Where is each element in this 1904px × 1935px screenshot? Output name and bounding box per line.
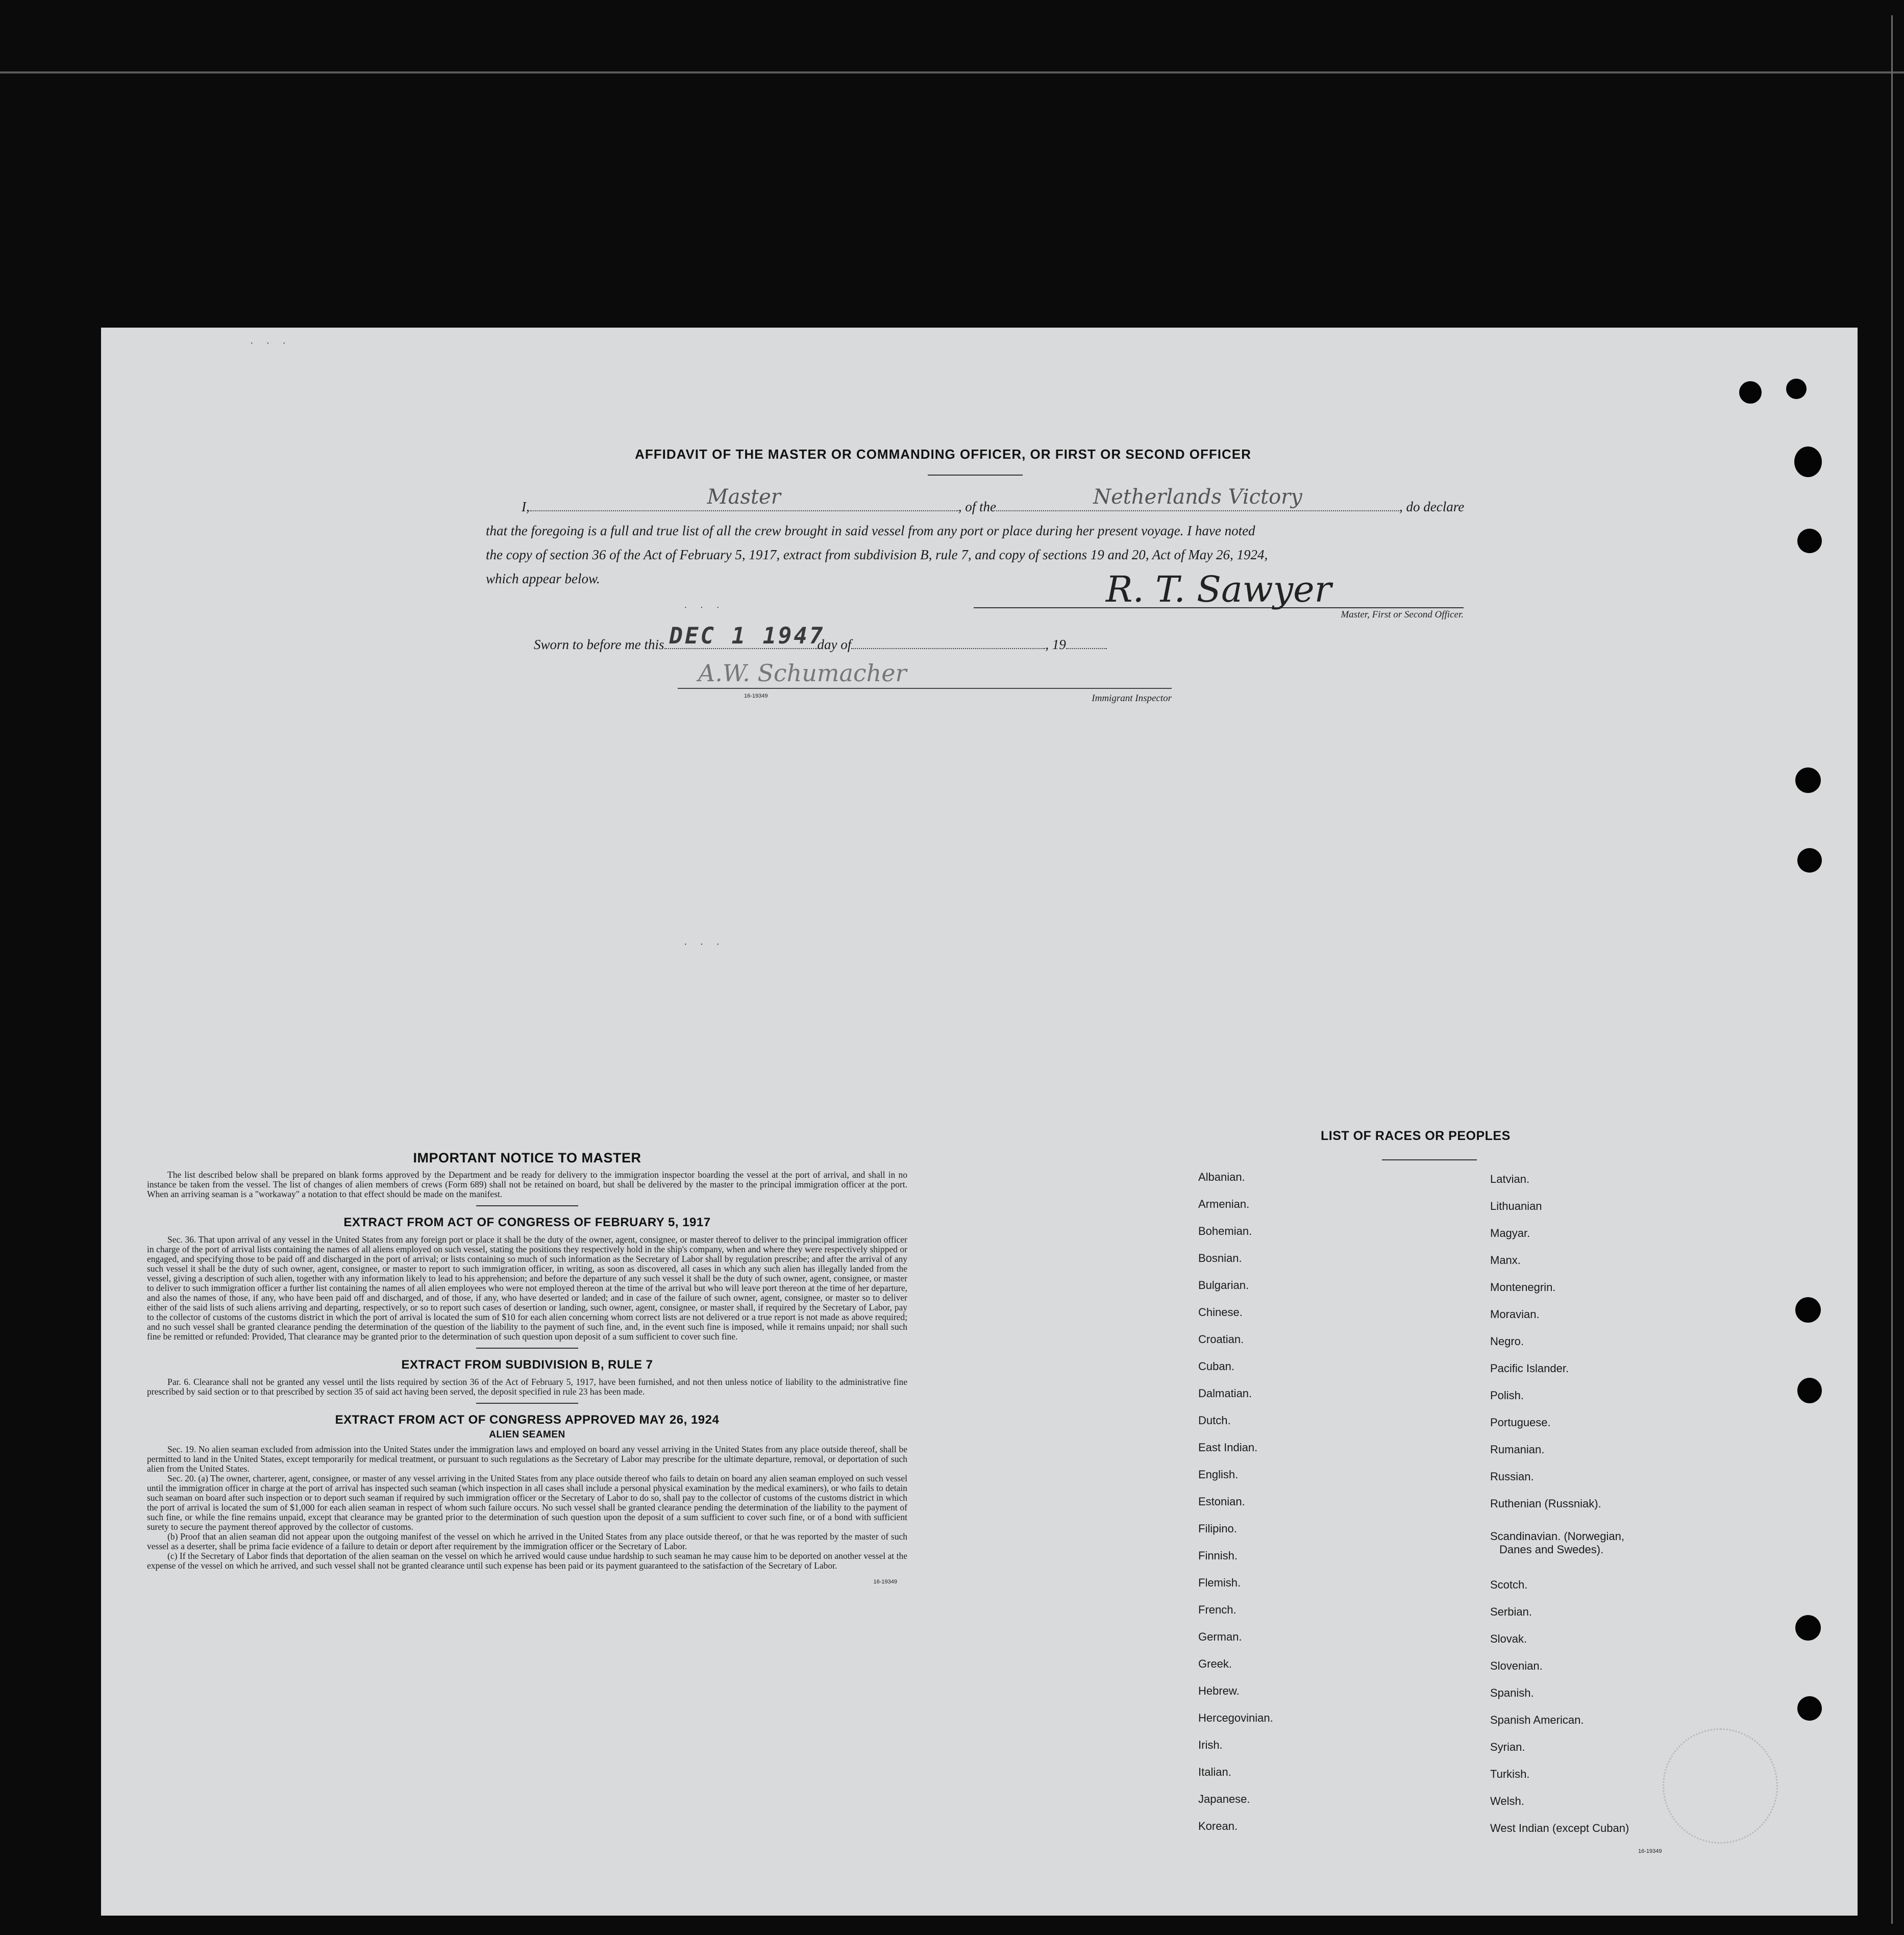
race-right-item: Spanish American. [1490,1714,1584,1726]
rank-field [530,485,958,511]
race-left-item: Korean. [1198,1820,1238,1832]
signature-caption: Master, First or Second Officer. [1341,609,1464,620]
affidavit-line-1 [522,485,1486,519]
race-left-item: Japanese. [1198,1793,1250,1805]
legal-column [147,1150,907,1585]
race-right-item: Scotch. [1490,1578,1528,1591]
race-left-item: Irish. [1198,1739,1223,1751]
races-title: LIST OF RACES OR PEOPLES [1321,1129,1511,1143]
day-field [664,623,825,649]
affidavit-line-2: that the foregoing is a full and true list of all the crew brought in said vessel from any port or place during her present voyage. I have noted [486,523,1255,538]
race-left-item: Dalmatian. [1198,1387,1252,1400]
race-right-item: Scandinavian. (Norwegian, [1490,1530,1624,1543]
race-right-item: Manx. [1490,1254,1521,1267]
document-page [101,328,1858,1916]
form-number: 16-19349 [1638,1848,1662,1854]
affidavit-title: AFFIDAVIT OF THE MASTER OR COMMANDING OFFICER, OR FIRST OR SECOND OFFICER [635,446,1251,462]
section-rule [476,1348,578,1349]
handwritten-signature: R. T. Sawyer [1105,568,1332,610]
binder-hole [1797,848,1822,873]
inspector-block [678,659,1172,704]
affidavit-of-the: , of the [958,499,996,514]
handwritten-inspector: A.W. Schumacher [698,659,907,687]
extract-1924-title: EXTRACT FROM ACT OF CONGRESS APPROVED MAY 26, 1924 [335,1413,720,1427]
handwritten-vessel: Netherlands Victory [1093,485,1302,509]
binder-hole [1786,379,1807,399]
race-right-item: Portuguese. [1490,1416,1551,1429]
race-left-item: Bosnian. [1198,1252,1242,1264]
scan-speck: · · · [684,939,725,950]
day-of-text: day of [817,637,852,652]
scan-speck: · · · [684,602,725,613]
race-right-item: Ruthenian (Russniak). [1490,1497,1601,1510]
extract-1924-subtitle: ALIEN SEAMEN [489,1429,565,1440]
par6-paragraph: Par. 6. Clearance shall not be granted any vessel until the lists required by section 36 of the Act of February 5, 1917, have been furnished, and not then unless notice of liability to the administrative fine prescribed by said section or to that prescribed by section 35 of said act having been served, the deposit specified in rule 23 has been made. [147,1377,907,1397]
race-left-item: French. [1198,1603,1237,1616]
date-stamp: DEC 1 1947 [669,623,825,649]
year-field [1066,628,1107,649]
binder-hole [1795,767,1821,793]
sworn-text: Sworn to before me this [534,637,664,652]
form-number: 16-19349 [744,693,768,699]
race-right-item: West Indian (except Cuban) [1490,1822,1629,1834]
sworn-line [534,623,1299,657]
race-left-item: Hebrew. [1198,1684,1240,1697]
race-left-item: Hercegovinian. [1198,1711,1273,1724]
scan-border-top [0,71,1904,73]
race-left-item: German. [1198,1630,1242,1643]
race-right-item: Syrian. [1490,1741,1525,1753]
races-title-rule [1382,1159,1477,1160]
race-left-item: Filipino. [1198,1522,1237,1535]
race-left-item: Dutch. [1198,1414,1231,1427]
binder-hole [1795,1297,1821,1323]
race-right-item: Moravian. [1490,1308,1540,1321]
race-left-item: Flemish. [1198,1576,1241,1589]
extract-1917-text [147,1235,907,1342]
race-left-item: Cuban. [1198,1360,1234,1373]
handwritten-rank: Master [707,485,781,509]
race-right-item: Polish. [1490,1389,1524,1402]
race-right-item: Spanish. [1490,1686,1534,1699]
binder-hole [1794,446,1822,477]
race-left-item: Armenian. [1198,1198,1250,1210]
race-left-item: Bulgarian. [1198,1279,1249,1292]
race-right-item: Rumanian. [1490,1443,1545,1456]
vessel-field [996,485,1399,511]
race-left-item: Estonian. [1198,1495,1245,1508]
signature-block [974,566,1464,621]
section-rule [476,1403,578,1404]
binder-hole [1739,381,1762,404]
race-right-item: Slovak. [1490,1632,1527,1645]
inspector-field [678,659,1172,689]
race-right-item: Pacific Islander. [1490,1362,1569,1375]
notice-paragraph: The list described below shall be prepared on blank forms approved by the Department and be ready for delivery to the immigration inspector boarding the vessel at the port of arrival, and shall in no instance be taken from the vessel. The list of changes of alien members of crews (Form 689) shall not be retained on board, but shall be delivered by the master to the principal immigration officer at the port. When an arriving seaman is a "workaway" a notation to that effect should be made on the manifest. [147,1170,907,1199]
race-right-item: Welsh. [1490,1795,1524,1807]
race-right-item: Montenegrin. [1490,1281,1556,1294]
race-left-item: Chinese. [1198,1306,1243,1319]
affidavit-do-declare: , do declare [1399,499,1465,514]
inspector-caption-row [678,693,1172,704]
affidavit-i: I, [522,499,530,514]
race-right-item: Russian. [1490,1470,1534,1483]
extract-1917-title: EXTRACT FROM ACT OF CONGRESS OF FEBRUARY 5, 1917 [343,1215,711,1229]
binder-hole [1797,529,1822,553]
sec19-paragraph: Sec. 19. No alien seaman excluded from admission into the United States under the immigration laws and employed on board any vessel arriving in the United States from any place outside thereof, shall be permitted to land in the United States, except temporarily for medical treatment, or pursuant to such regulations as the Secretary of Labor may prescribe for the ultimate departure, removal, or deportation of such alien from the United States. [147,1444,907,1474]
binder-hole [1797,1696,1822,1721]
race-right-item: Latvian. [1490,1173,1530,1185]
scan-speck: · · · [250,338,291,349]
race-left-item: East Indian. [1198,1441,1258,1454]
inspector-caption: Immigrant Inspector [1092,693,1172,704]
signature-field [974,566,1464,608]
seal-impression [1663,1728,1778,1844]
binder-hole [1795,1615,1821,1641]
affidavit-line-4: which appear below. [486,571,600,586]
race-right-item: Lithuanian [1490,1200,1542,1212]
title-rule [928,475,1023,476]
sec20c-paragraph: (c) If the Secretary of Labor finds that deportation of the alien seaman on the vessel on which he arrived would cause undue hardship to such seaman he may cause him to be deported on another vessel at the expense of the vessel on which he arrived, and such vessel shall not be granted clearance until such expense has been paid or its payment guaranteed to the satisfaction of the Secretary of Labor. [147,1551,907,1571]
race-right-item: Danes and Swedes). [1499,1543,1604,1556]
extract-1924-text [147,1445,907,1571]
scan-border-right [1891,15,1893,1924]
extract-rule7-title: EXTRACT FROM SUBDIVISION B, RULE 7 [401,1358,653,1372]
sec20b-paragraph: (b) Proof that an alien seaman did not appear upon the outgoing manifest of the vessel on which he arrived in the United States from any place outside thereof, or that he was reported by the master of such vessel as a deserter, shall be prima facie evidence of a failure to detain or deport after requirement by the immigration officer or the Secretary of Labor. [147,1531,907,1551]
affidavit-line-3: the copy of section 36 of the Act of February 5, 1917, extract from subdivision B, rule 7, and copy of sections 19 and 20, Act of May 26, 1924, [486,547,1268,562]
race-right-item: Slovenian. [1490,1659,1543,1672]
notice-title: IMPORTANT NOTICE TO MASTER [413,1150,641,1165]
race-left-item: Finnish. [1198,1549,1238,1562]
sec20a-paragraph: Sec. 20. (a) The owner, charterer, agent, consignee, or master of any vessel arriving in the United States from any place outside thereof who fails to detain on board any alien seaman employed on such vessel until the immigration officer in charge at the port of arrival has inspected such seaman (which inspection in all cases shall include a personal physical examination by the medical examiners), or who fails to detain such seaman on board after such inspection or to deport such seaman if required by such immigration officer or the Secretary of Labor to do so, shall pay to the collector of customs of the customs district in which the port of arrival is located the sum of $1,000 for each alien seaman in respect of whom such failure occurs. No such vessel shall be granted clearance pending the determination of the liability to the payment of such fine, or while the fine remains unpaid, except that clearance may be granted prior to the determination of such question upon the deposit of a sum sufficient to cover such fine, or of a bond with sufficient surety to secure the payment thereof approved by the collector of customs. [147,1473,907,1532]
race-left-item: English. [1198,1468,1239,1481]
race-left-item: Croatian. [1198,1333,1244,1346]
race-right-item: Magyar. [1490,1227,1530,1239]
year-prefix: , 19 [1045,637,1066,652]
race-left-item: Italian. [1198,1766,1231,1778]
binder-hole [1797,1378,1822,1403]
month-field [851,628,1045,649]
form-number: 16-19349 [873,1579,897,1585]
race-right-item: Turkish. [1490,1768,1530,1780]
race-left-item: Greek. [1198,1657,1232,1670]
sec36-paragraph: Sec. 36. That upon arrival of any vessel in the United States from any foreign port or place it shall be the duty of the owner, agent, consignee, or master thereof to deliver to the principal immigration officer in charge of the port of arrival lists containing the names of all aliens employed on such vessel, stating the positions they respectively hold in the ship's company, when and where they were respectively shipped or engaged, and specifying those to be paid off and discharged in the port of arrival; or lists containing so much of such information as the Secretary of Labor shall by regulation prescribe; and after the arrival of any such vessel it shall be the duty of such owner, agent, consignee, or master to report to such immigration officer, in writing, as soon as discovered, all cases in which any such alien has illegally landed from the vessel, giving a description of such alien, together with any information likely to lead to his apprehension; and before the departure of any such vessel it shall be the duty of such owner, agent, consignee, or master to deliver to such immigration officer a further list containing the names of all alien employees who were not employed thereon at the time of the arrival but who will leave port thereon at the time of her departure, and also the names of those, if any, who have been paid off and discharged, and of those, if any, who have deserted or landed; and in case of the failure of such owner, agent, consignee, or master so to deliver either of the said lists of such aliens arriving and departing, respectively, or so to report such cases of desertion or landing, such owner, agent, consignee, or master shall, if required by the Secretary of Labor, pay to the collector of customs of the customs district in which the port of arrival is located the sum of $10 for each alien concerning whom correct lists are not delivered or a true report is not made as above required; and no such vessel shall be granted clearance pending the determination of the question of the liability to the payment of such fine, and, in the event such fine is imposed, while it remains unpaid; nor shall such fine be remitted or refunded: Provided, That clearance may be granted prior to the determination of such question upon deposit of a sum sufficient to cover such fine. [147,1234,907,1342]
extract-rule7-text [147,1377,907,1397]
notice-text [147,1170,907,1199]
race-left-item: Albanian. [1198,1171,1245,1183]
section-rule [476,1205,578,1206]
race-right-item: Negro. [1490,1335,1524,1348]
race-left-item: Bohemian. [1198,1225,1252,1237]
race-right-item: Serbian. [1490,1605,1532,1618]
